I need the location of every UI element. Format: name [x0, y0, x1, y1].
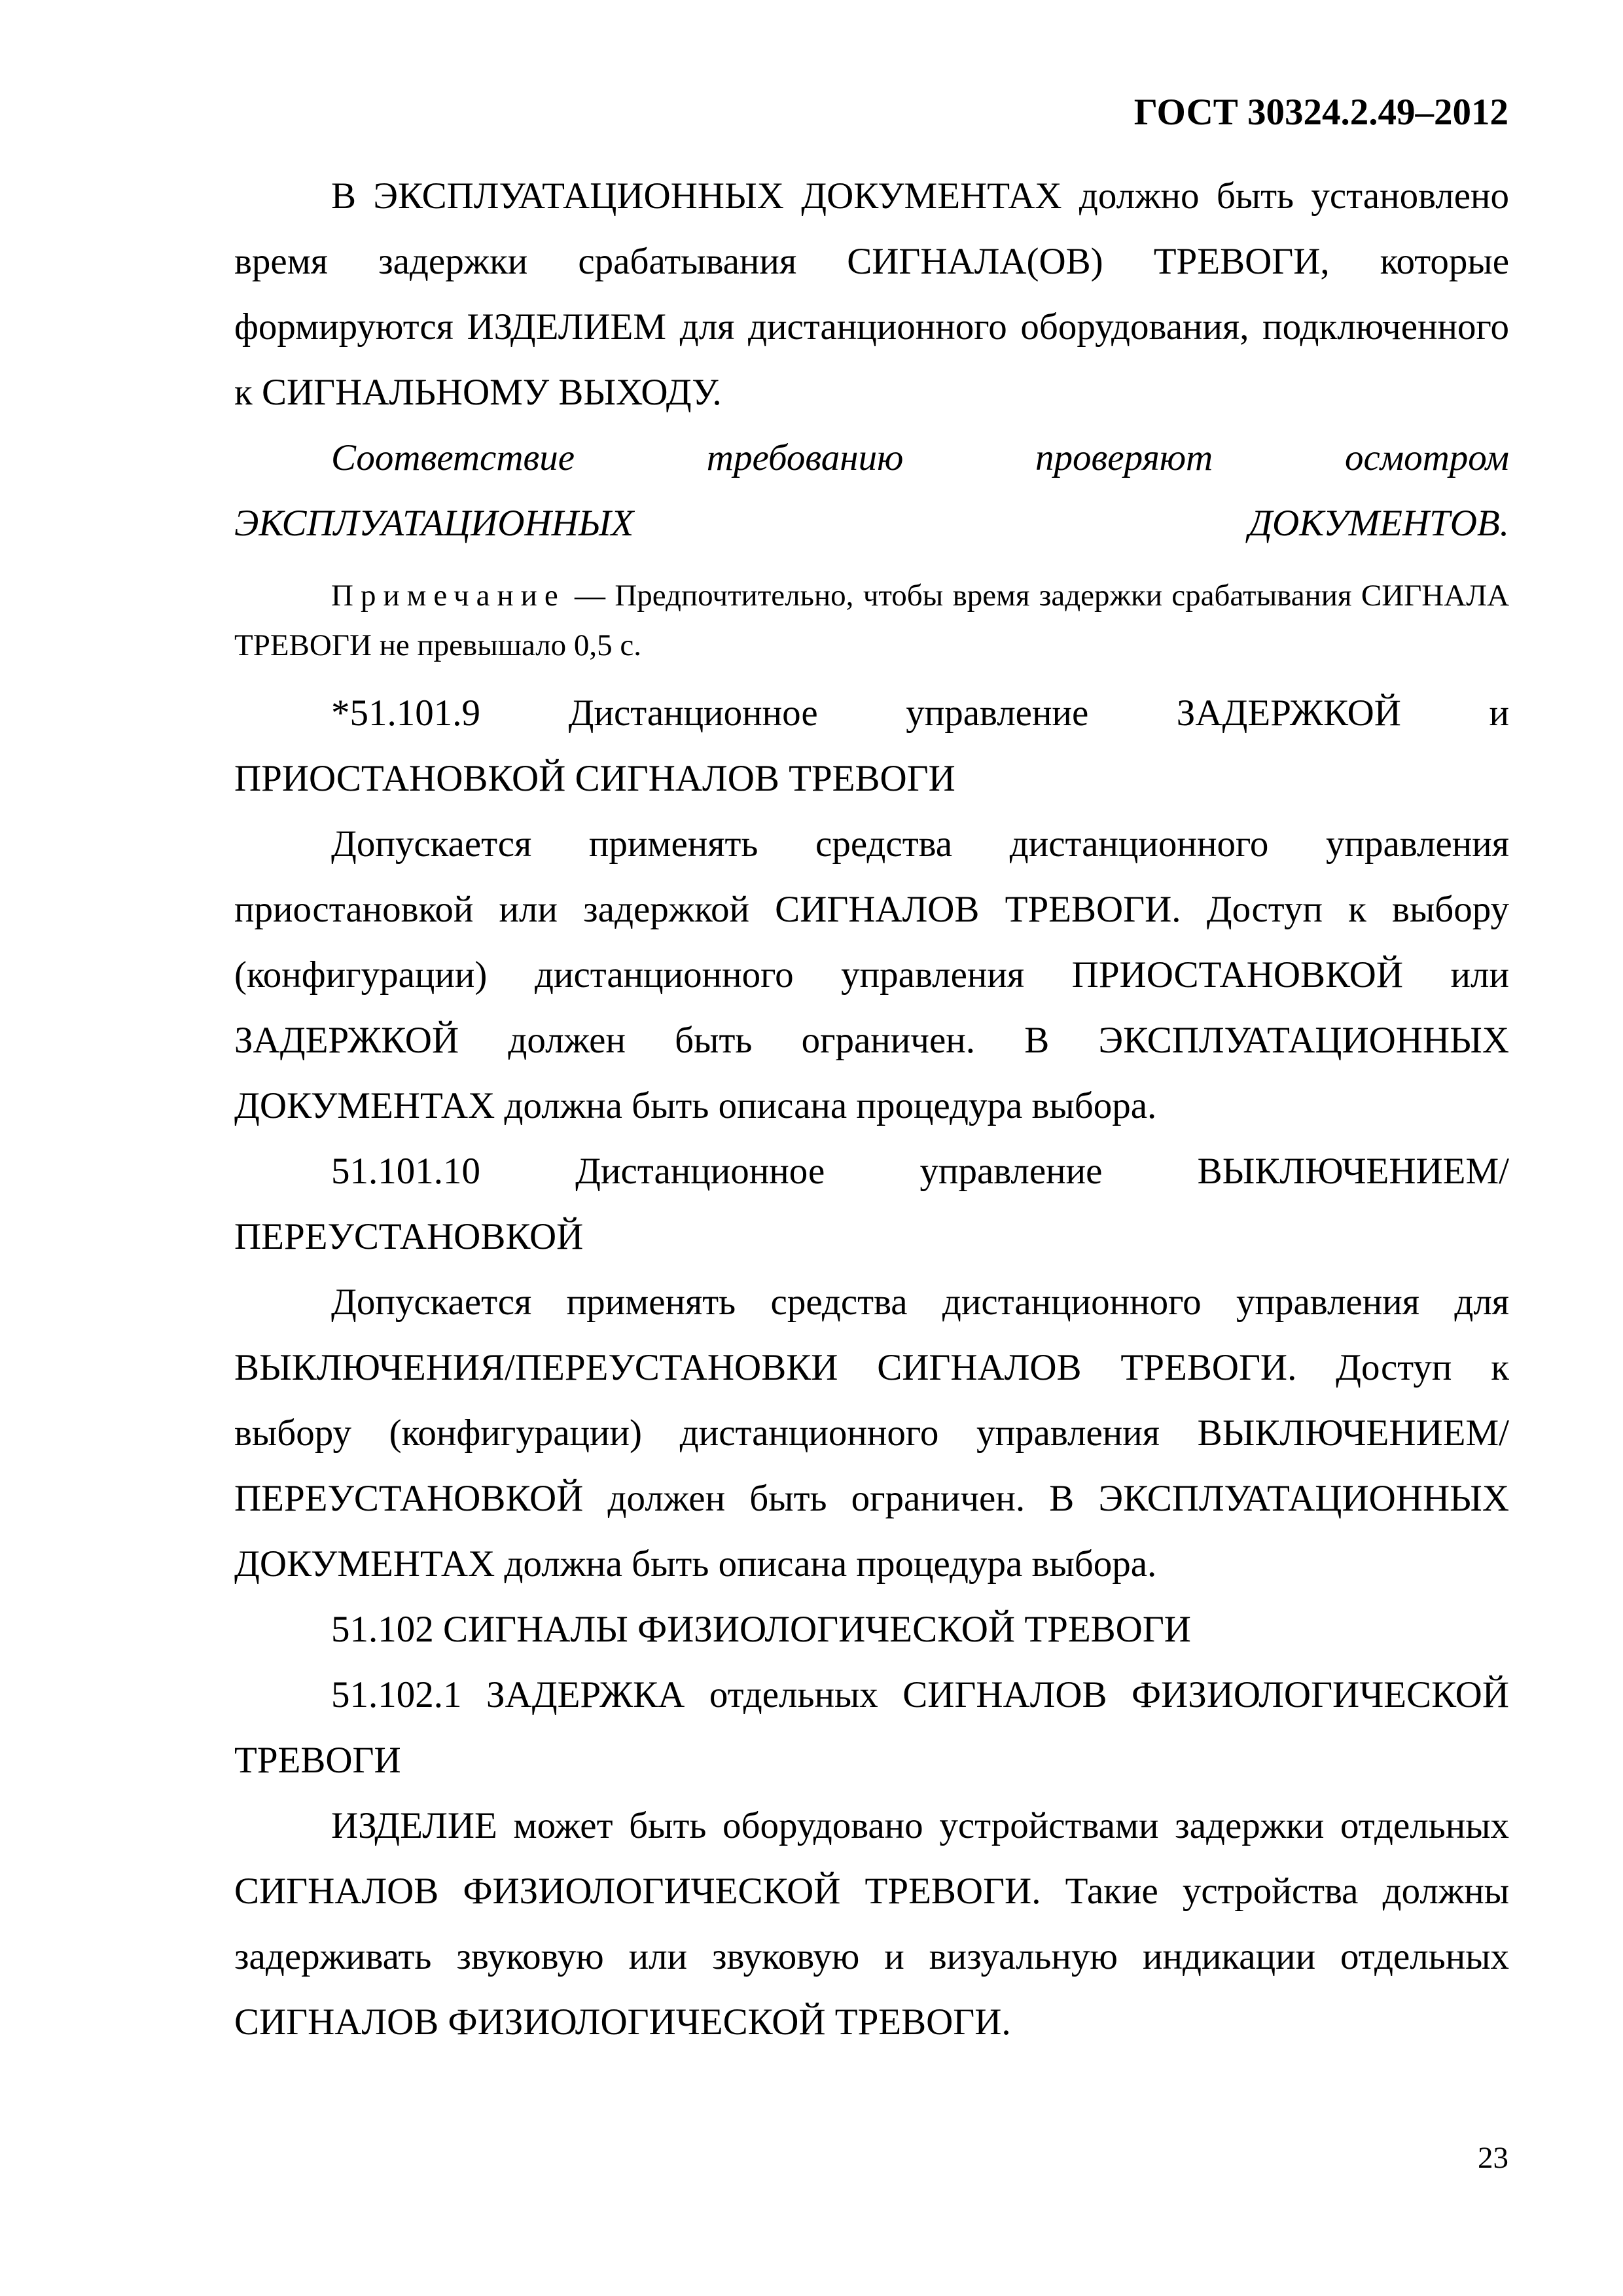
- note-text: — Предпочтительно, чтобы время задержки срабатывания СИГНАЛА ТРЕВОГИ не превышало 0,5 с.: [234, 579, 1510, 662]
- paragraph-physiological-delay: ИЗДЕЛИЕ может быть оборудовано устройствами задержки отдельных СИГНАЛОВ ФИЗИОЛОГИЧЕСКОЙ ТРЕВОГИ. Такие устройства должны задерживать звуковую или звуковую и визуальную индикации отдельных СИГНАЛОВ ФИЗИОЛОГИЧЕСКОЙ ТРЕВОГИ.: [234, 1805, 1509, 2043]
- paragraph-operating-docs-delay: В ЭКСПЛУАТАЦИОННЫХ ДОКУМЕНТАХ должно быть установлено время задержки срабатывания СИГНАЛА(ОВ) ТРЕВОГИ, которые формируются ИЗДЕЛИЕМ для дистанционного оборудования, подключенного к СИГНАЛЬНОМУ ВЫХОДУ.: [234, 175, 1509, 413]
- note: [234, 571, 1509, 670]
- document-header: ГОСТ 30324.2.49–2012: [1133, 92, 1508, 133]
- section-heading-51-101-9: *51.101.9 Дистанционное управление ЗАДЕРЖКОЙ и ПРИОСТАНОВКОЙ СИГНАЛОВ ТРЕВОГИ: [234, 692, 1509, 799]
- paragraph-remote-pause-delay: Допускается применять средства дистанционного управления приостановкой или задержкой СИГНАЛОВ ТРЕВОГИ. Доступ к выбору (конфигурации) дистанционного управления ПРИОСТАНОВКОЙ или ЗАДЕРЖКОЙ должен быть ограничен. В ЭКСПЛУАТАЦИОННЫХ ДОКУМЕНТАХ должна быть описана процедура выбора.: [234, 823, 1509, 1126]
- paragraph-compliance-check: Соответствие требованию проверяют осмотром ЭКСПЛУАТАЦИОННЫХ ДОКУМЕНТОВ.: [234, 437, 1509, 544]
- section-heading-51-101-10: 51.101.10 Дистанционное управление ВЫКЛЮЧЕНИЕМ/ПЕРЕУСТАНОВКОЙ: [234, 1151, 1509, 1257]
- section-heading-51-102: 51.102 СИГНАЛЫ ФИЗИОЛОГИЧЕСКОЙ ТРЕВОГИ: [331, 1609, 1191, 1650]
- page-number: 23: [1478, 2141, 1508, 2175]
- note-label: Примечание: [331, 579, 565, 613]
- section-heading-51-102-1: 51.102.1 ЗАДЕРЖКА отдельных СИГНАЛОВ ФИЗИОЛОГИЧЕСКОЙ ТРЕВОГИ: [234, 1674, 1509, 1781]
- document-body: [234, 164, 1509, 2055]
- paragraph-remote-off-reset: Допускается применять средства дистанционного управления для ВЫКЛЮЧЕНИЯ/ПЕРЕУСТАНОВКИ СИГНАЛОВ ТРЕВОГИ. Доступ к выбору (конфигурации) дистанционного управления ВЫКЛЮЧЕНИЕМ/ПЕРЕУСТАНОВКОЙ должен быть ограничен. В ЭКСПЛУАТАЦИОННЫХ ДОКУМЕНТАХ должна быть описана процедура выбора.: [234, 1282, 1509, 1585]
